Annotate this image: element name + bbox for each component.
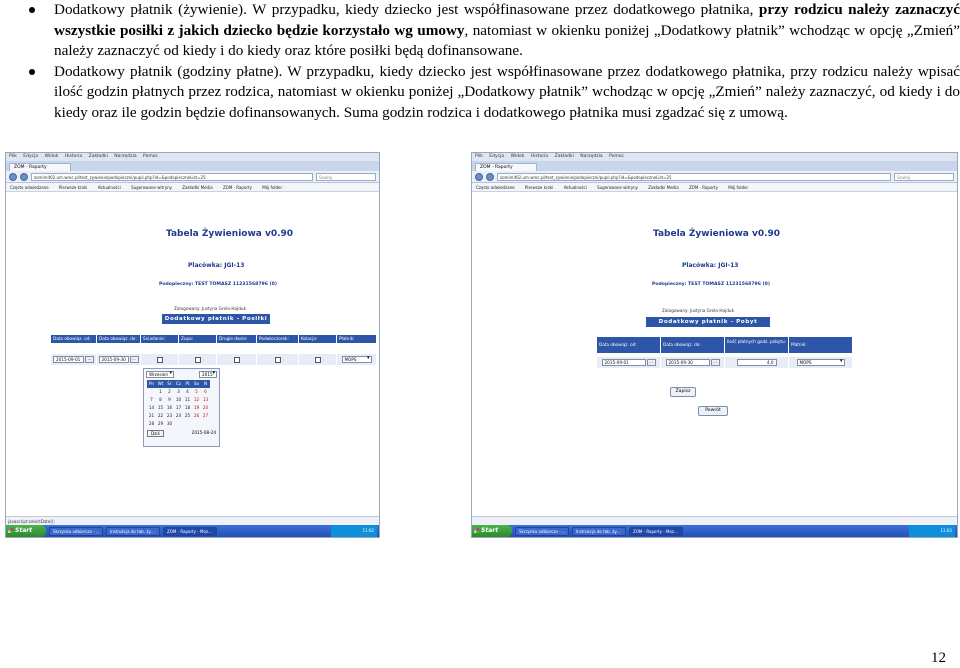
col-date-to: Data obowiąz. do: [661, 337, 725, 353]
calendar-day [183, 420, 192, 428]
calendar-day[interactable]: 14 [148, 405, 155, 410]
document-body [22, 0, 960, 124]
payer-cell [789, 357, 853, 368]
bookmark-item[interactable]: ZOM - Raporty [222, 185, 252, 190]
page-title: Tabela Żywieniowa v0.90 [653, 229, 781, 239]
screenshot-meals [5, 152, 380, 538]
back-arrow-icon[interactable] [475, 173, 483, 181]
col-supper: Kolacja: [299, 335, 337, 343]
browser-urlbar [6, 171, 379, 183]
supper-cell [299, 354, 337, 365]
paid-hours-input[interactable]: 4,0 [737, 359, 777, 366]
calendar-day[interactable]: 11 [184, 397, 191, 402]
date-from-picker-button[interactable]: ... [85, 356, 94, 363]
calendar-weekday: Wt [157, 381, 164, 386]
address-input[interactable]: zomimit02.um.wroc.pl/test_zywienie/podopieczni/pupil.php?id=&podopieczneList=25 [31, 173, 313, 181]
section-banner: Dodatkowy płatnik - Posiłki [162, 314, 270, 324]
start-button[interactable]: Start [6, 525, 46, 537]
calendar-weekday: Pt [183, 380, 192, 388]
date-picker-popup [143, 368, 220, 447]
menu-item-file[interactable]: Plik [9, 154, 17, 159]
page-title: Tabela Żywieniowa v0.90 [166, 229, 294, 239]
bullet2-text: Dodatkowy płatnik (godziny płatne). W przypadku, kiedy dziecko jest współfinasowane przez dodatkowego płatnika, przy rodzicu należy wpisać ilość godzin płatnych przez rodzica, natomiast w okienku poniżej „Dodatkowy płatnik” wchodząc w opcję „Zmień” należy zaznaczyć, od kiedy i do kiedy oraz ile godzin będzie dofinansowanych. Suma godzin rodzica i dodatkowego płatnika musi zgadzać się z umową. [54, 62, 960, 121]
date-to-cell [661, 357, 725, 368]
address-input[interactable]: zomimit02.um.wroc.pl/test_zywienie/podopieczni/pupil.php?id=&podopieczneList=25 [497, 173, 891, 181]
bookmark-item[interactable]: Mój folder [728, 185, 749, 190]
calendar-day[interactable]: 26 [193, 413, 200, 418]
logged-user-label: Zalogowany: Justyna Grela-Hajduk [174, 306, 246, 311]
bookmark-item[interactable]: Sugerowane witryny [597, 185, 639, 190]
menu-item-help[interactable]: Pomoc [143, 154, 158, 159]
calendar-day[interactable]: 17 [175, 405, 182, 410]
date-from-input[interactable]: 2015-09-01 [53, 356, 84, 363]
snack-cell [257, 354, 299, 365]
calendar-day[interactable]: 2 [168, 389, 171, 394]
snack-checkbox[interactable] [275, 357, 281, 363]
bookmark-item[interactable]: Pierwsze kroki [58, 185, 88, 190]
taskbar-item-mail[interactable]: Skrzynka odbiorcza - ... [49, 527, 103, 536]
calendar-day[interactable]: 18 [184, 405, 191, 410]
bookmarks-bar [6, 183, 379, 192]
bookmark-item[interactable]: Często odwiedzane [10, 185, 49, 190]
back-button[interactable]: Powrót [698, 406, 728, 416]
calendar-day[interactable]: 23 [166, 413, 173, 418]
stay-form-header [597, 337, 853, 353]
menu-item-file[interactable]: Plik [475, 154, 483, 159]
menu-item-history[interactable]: Historia [64, 154, 83, 159]
calendar-day[interactable]: 15 [157, 405, 164, 410]
breakfast-cell [141, 354, 179, 365]
menu-item-edit[interactable]: Edycja [23, 154, 39, 159]
calendar-day[interactable]: 12 [193, 397, 200, 402]
page-number: 12 [931, 650, 946, 666]
bookmark-item[interactable]: Zakładki Media [648, 185, 679, 190]
calendar-day[interactable]: 5 [195, 389, 198, 394]
calendar-day [174, 420, 183, 428]
calendar-day[interactable]: 29 [157, 421, 164, 426]
browser-status-bar: javascript:selectDate(); [6, 516, 379, 525]
bullet-item-feeding [22, 0, 960, 62]
calendar-day[interactable]: 25 [184, 413, 191, 418]
page-content [6, 193, 379, 515]
date-to-input[interactable]: 2015-09-30 [99, 356, 129, 363]
bullet-item-hours [22, 62, 960, 124]
bullet-dot [29, 7, 35, 13]
menu-item-edit[interactable]: Edycja [489, 154, 505, 159]
calendar-day[interactable]: 8 [159, 397, 162, 402]
col-date-to: Data obowiąz. do: [97, 335, 141, 343]
browser-status-bar [472, 516, 957, 525]
logged-user-label: Zalogowany: Justyna Grela-Hajduk [662, 308, 734, 313]
calendar-day[interactable]: 28 [148, 421, 155, 426]
date-from-picker-button[interactable]: ... [647, 359, 656, 366]
calendar-day[interactable]: 4 [186, 389, 189, 394]
date-from-cell [51, 354, 97, 365]
facility-label: Placówka: JGI-13 [682, 262, 739, 269]
col-soup: Zupa: [179, 335, 217, 343]
col-date-from: Data obowiąz. od: [597, 337, 661, 353]
system-clock: 11:02 [331, 525, 377, 537]
calendar-controls [144, 369, 219, 380]
calendar-day[interactable]: 16 [166, 405, 173, 410]
browser-tabbar [472, 161, 957, 171]
calendar-day[interactable]: 1 [159, 389, 162, 394]
date-from-cell [597, 357, 661, 368]
col-payer: Płatnik: [789, 337, 853, 353]
soup-checkbox[interactable] [195, 357, 201, 363]
calendar-footer [144, 428, 219, 439]
meal-form-header [51, 335, 377, 343]
bookmark-item[interactable]: Zakładki Media [182, 185, 213, 190]
calendar-day[interactable]: 10 [175, 397, 182, 402]
bookmark-item[interactable]: Pierwsze kroki [524, 185, 554, 190]
calendar-weekday: Śr [165, 380, 174, 388]
page-content [472, 193, 957, 515]
calendar-day [201, 420, 210, 428]
section-banner: Dodatkowy płatnik - Pobyt [646, 317, 770, 327]
menu-item-help[interactable]: Pomoc [609, 154, 624, 159]
save-button[interactable]: Zapisz [670, 387, 696, 397]
payer-select[interactable]: MOPS ▾ [342, 356, 372, 363]
forward-arrow-icon[interactable] [486, 173, 494, 181]
browser-urlbar [472, 171, 957, 183]
child-label: Podopieczny: TEST TOMASZ 11231568796 (0) [652, 282, 770, 287]
bookmark-item[interactable]: Aktualności [97, 185, 121, 190]
bookmark-item[interactable]: Aktualności [563, 185, 587, 190]
calendar-day[interactable]: 27 [202, 413, 209, 418]
hours-cell [725, 357, 789, 368]
browser-tab[interactable]: ZOM - Raporty [475, 163, 537, 171]
date-to-cell [97, 354, 141, 365]
menu-item-history[interactable]: Historia [530, 154, 549, 159]
screenshot-stay-hours [471, 152, 958, 538]
date-to-picker-button[interactable]: ... [130, 356, 139, 363]
calendar-day[interactable]: 7 [150, 397, 153, 402]
taskbar-item-browser[interactable]: ZOM - Raporty - Moz... [629, 527, 683, 536]
taskbar-item-document[interactable]: Instrukcja do tab. ży... [106, 527, 160, 536]
bookmarks-bar [472, 183, 957, 192]
year-select[interactable]: 2015 ▾ [199, 371, 217, 378]
col-breakfast: Śniadanie: [141, 335, 179, 343]
main-course-checkbox[interactable] [234, 357, 240, 363]
bookmark-item[interactable]: Mój folder [262, 185, 283, 190]
windows-taskbar [6, 525, 379, 537]
menu-item-view[interactable]: Widok [510, 154, 525, 159]
taskbar-item-browser[interactable]: ZOM - Raporty - Moz... [163, 527, 217, 536]
start-button[interactable]: Start [472, 525, 512, 537]
today-date: 2015-08-24 [191, 430, 216, 435]
calendar-day[interactable]: 24 [175, 413, 182, 418]
calendar-day[interactable]: 30 [166, 421, 173, 426]
menu-item-bookmarks[interactable]: Zakładki [88, 154, 108, 159]
search-input[interactable]: Szukaj [894, 173, 954, 181]
bullet1-text-bold: przy rodzicu należy zaznaczyć wszystkie posiłki z jakich dziecko będzie korzystało wg umowy [54, 1, 960, 39]
calendar-day [192, 420, 201, 428]
windows-taskbar [472, 525, 957, 537]
menu-item-bookmarks[interactable]: Zakładki [554, 154, 574, 159]
forward-arrow-icon[interactable] [20, 173, 28, 181]
month-select[interactable]: Wrzesień ▾ [146, 371, 174, 378]
main-course-cell [217, 354, 257, 365]
date-to-input[interactable]: 2015-09-30 [666, 359, 710, 366]
back-arrow-icon[interactable] [9, 173, 17, 181]
calendar-day [147, 388, 156, 396]
browser-menubar [472, 153, 957, 161]
browser-tab[interactable]: ZOM - Raporty [9, 163, 71, 171]
browser-tabbar [6, 161, 379, 171]
calendar-day[interactable]: 3 [177, 389, 180, 394]
facility-label: Placówka: JGI-13 [188, 262, 245, 269]
calendar-weekday: Cz [175, 381, 182, 386]
col-paid-hours: Ilość płatnych godz. pobytu: [725, 337, 789, 353]
bookmark-item[interactable]: ZOM - Raporty [688, 185, 718, 190]
supper-checkbox[interactable] [315, 357, 321, 363]
bullet-dot [29, 69, 35, 75]
col-snack: Podwieczorek: [257, 335, 299, 343]
col-date-from: Data obowiąz. od: [51, 335, 97, 343]
date-to-picker-button[interactable]: ... [711, 359, 720, 366]
calendar-weekday: So [193, 381, 200, 386]
taskbar-item-document[interactable]: Instrukcja do tab. ży... [572, 527, 626, 536]
bookmark-item[interactable]: Sugerowane witryny [131, 185, 173, 190]
calendar-day[interactable]: 6 [204, 389, 207, 394]
bookmark-item[interactable]: Często odwiedzane [476, 185, 515, 190]
calendar-day[interactable]: 9 [168, 397, 171, 402]
calendar-day[interactable]: 21 [148, 413, 155, 418]
calendar-weekday: N [201, 380, 210, 388]
breakfast-checkbox[interactable] [157, 357, 163, 363]
today-button[interactable]: Dziś [147, 430, 164, 437]
soup-cell [179, 354, 217, 365]
child-label: Podopieczny: TEST TOMASZ 11231568796 (0) [159, 282, 277, 287]
payer-select[interactable]: MOPS ▾ [797, 359, 845, 366]
menu-item-tools[interactable]: Narzędzia [114, 154, 137, 159]
col-payer: Płatnik: [337, 335, 377, 343]
menu-item-tools[interactable]: Narzędzia [580, 154, 603, 159]
calendar-day[interactable]: 22 [157, 413, 164, 418]
calendar-day[interactable]: 19 [193, 405, 200, 410]
meal-form-row [51, 354, 377, 365]
bullet1-text-end: , natomiast w okienku poniżej „Dodatkowy płatnik” wchodząc w opcję „Zmień” należy zaznaczyć od kiedy i do kiedy oraz które posiłki będą dofinansowane. [54, 21, 960, 60]
browser-menubar [6, 153, 379, 161]
calendar-day[interactable]: 13 [202, 397, 209, 402]
calendar-day[interactable]: 20 [202, 405, 209, 410]
bullet1-text-start: Dodatkowy płatnik (żywienie). W przypadku, kiedy dziecko jest współfinasowane przez dodatkowego płatnika, [54, 1, 754, 18]
menu-item-view[interactable]: Widok [44, 154, 59, 159]
calendar-weekday: Pn [148, 381, 155, 386]
search-input[interactable]: Szukaj [316, 173, 376, 181]
date-from-input[interactable]: 2015-09-01 [602, 359, 646, 366]
taskbar-item-mail[interactable]: Skrzynka odbiorcza - ... [515, 527, 569, 536]
system-clock: 11:02 [909, 525, 955, 537]
stay-form-row [597, 357, 853, 368]
payer-cell [337, 354, 377, 365]
calendar-grid [144, 380, 219, 428]
col-main-course: Drugie danie: [217, 335, 257, 343]
